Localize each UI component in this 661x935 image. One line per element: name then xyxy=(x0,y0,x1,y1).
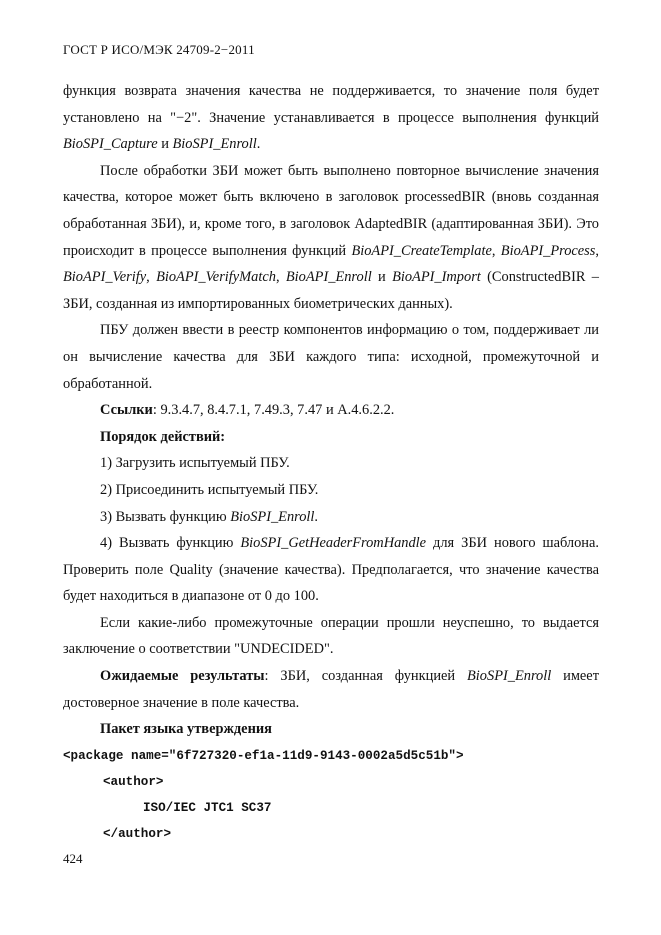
package-title: Пакет языка утверждения xyxy=(100,721,272,738)
paragraph-registry: ПБУ должен ввести в реестр компонентов информацию о том, поддерживает ли он вычисление качества для ЗБИ каждого типа: исходной, промежуточной и обработанной. xyxy=(63,322,599,392)
code-line-author-value: ISO/IEC JTC1 SC37 xyxy=(143,800,272,815)
function-name: BioAPI_VerifyMatch xyxy=(156,269,276,286)
function-name: BioSPI_Enroll xyxy=(467,668,552,685)
references-line: Ссылки: 9.3.4.7, 8.4.7.1, 7.49.3, 7.47 и A.4.6.2.2. xyxy=(100,402,395,419)
paragraph-quality-return: функция возврата значения качества не поддерживается, то значение поля будет установлено на "−2". Значение устанавливается в процессе выполнения функций BioSPI_Capture и BioSPI_Enroll. xyxy=(63,83,599,153)
step-2: 2) Присоединить испытуемый ПБУ. xyxy=(100,481,319,498)
function-name: BioAPI_CreateTemplate xyxy=(351,242,492,259)
paragraph-recalculation: После обработки ЗБИ может быть выполнено повторное вычисление значения качества, которое может быть включено в заголовок processedBIR (вновь созданная обработанная ЗБИ), и, кроме того, в заголовок AdaptedBIR (адаптированная ЗБИ). Это происходит в процессе выполнения функций BioAPI_CreateTemplate, BioAPI_Process, BioAPI_Verify, BioAPI_VerifyMatch, BioAPI_Enroll и BioAPI_Import (ConstructedBIR – ЗБИ, созданная из импортированных биометрических данных). xyxy=(63,162,599,312)
expected-results: Ожидаемые результаты: ЗБИ, созданная функцией BioSPI_Enroll имеет достоверное значение в поле качества. xyxy=(63,668,599,711)
function-name: BioAPI_Process xyxy=(500,242,596,259)
function-name: BioAPI_Import xyxy=(392,269,481,286)
paragraph-undecided: Если какие-либо промежуточные операции прошли неуспешно, то выдается заключение о соответствии "UNDECIDED". xyxy=(63,614,599,658)
function-name: BioSPI_GetHeaderFromHandle xyxy=(240,535,427,552)
function-name: BioSPI_Enroll xyxy=(230,508,315,525)
function-name: BioAPI_Verify xyxy=(63,269,147,286)
function-name: BioSPI_Enroll xyxy=(172,136,257,153)
code-line-author-open: <author> xyxy=(103,774,164,789)
function-name: BioSPI_Capture xyxy=(63,136,158,153)
step-3: 3) Вызвать функцию BioSPI_Enroll. xyxy=(100,508,319,525)
running-header: ГОСТ Р ИСО/МЭК 24709-2−2011 xyxy=(63,42,255,57)
references-label: Ссылки xyxy=(100,402,153,419)
procedure-heading: Порядок действий: xyxy=(100,428,226,445)
step-4: 4) Вызвать функцию BioSPI_GetHeaderFromHandle для ЗБИ нового шаблона. Проверить поле Quality (значение качества). Предполагается, что значение качества будет находиться в диапазоне от 0 до 100. xyxy=(63,535,599,605)
expected-label: Ожидаемые результаты xyxy=(100,668,265,685)
code-line-author-close: </author> xyxy=(103,826,172,841)
page-body xyxy=(63,78,599,847)
step-1: 1) Загрузить испытуемый ПБУ. xyxy=(100,455,290,472)
function-name: BioAPI_Enroll xyxy=(285,269,372,286)
page-number: 424 xyxy=(63,851,83,866)
code-line-package: <package name="6f727320-ef1a-11d9-9143-0002a5d5c51b"> xyxy=(63,748,464,763)
